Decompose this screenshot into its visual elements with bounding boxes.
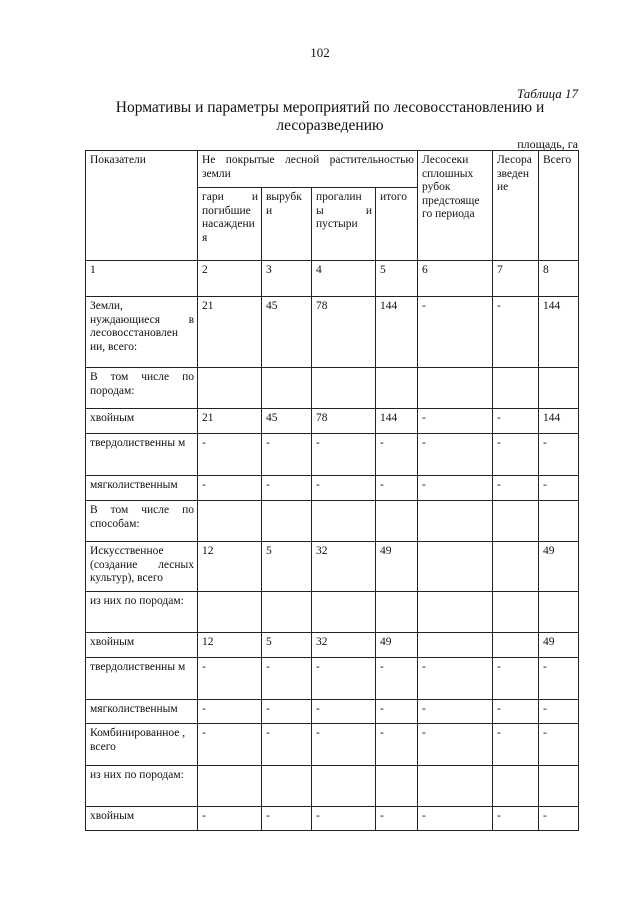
column-number: 1 — [86, 261, 198, 297]
table-cell — [312, 592, 376, 633]
table-label: Таблица 17 — [516, 86, 578, 101]
table-cell: - — [418, 476, 493, 501]
table-cell: 144 — [539, 297, 579, 368]
table-cell: - — [493, 297, 539, 368]
table-cell — [418, 766, 493, 807]
row-label: В том числе по способам: — [86, 501, 198, 542]
header-not-covered: Не покрытые лесной растительностью земли — [198, 151, 418, 188]
table-cell — [539, 592, 579, 633]
row-label: твердолиственны м — [86, 434, 198, 476]
table-row — [86, 724, 579, 766]
header-afforestation: Лесора зведен ие — [493, 151, 539, 261]
table-cell — [198, 766, 262, 807]
row-label: хвойным — [86, 633, 198, 658]
title-line-2: лесоразведению — [276, 117, 384, 134]
unit-label: площадь, га — [517, 137, 578, 151]
table-row — [86, 700, 579, 724]
row-label: мягколиственным — [86, 700, 198, 724]
table-cell: 144 — [376, 409, 418, 434]
table-row — [86, 434, 579, 476]
table-body — [86, 151, 579, 831]
row-label: хвойным — [86, 807, 198, 831]
table-cell: - — [376, 724, 418, 766]
table-cell — [493, 633, 539, 658]
table-cell — [198, 592, 262, 633]
table-cell — [493, 766, 539, 807]
table-cell — [198, 501, 262, 542]
table-cell: - — [539, 476, 579, 501]
header-burned: гари и погибшие насаждени я — [198, 188, 262, 261]
reforestation-table — [85, 150, 579, 831]
table-cell: - — [493, 807, 539, 831]
table-cell: - — [418, 807, 493, 831]
header-indicators: Показатели — [86, 151, 198, 261]
table-cell: 49 — [539, 542, 579, 592]
column-number-row — [86, 261, 579, 297]
table-cell: - — [312, 807, 376, 831]
row-label: хвойным — [86, 409, 198, 434]
table-cell: - — [376, 658, 418, 700]
table-cell: - — [262, 434, 312, 476]
table-cell: - — [418, 724, 493, 766]
table-cell — [198, 368, 262, 409]
table-cell: 49 — [376, 542, 418, 592]
row-label: В том числе по породам: — [86, 368, 198, 409]
header-cutovers: вырубк и — [262, 188, 312, 261]
table-cell: 78 — [312, 409, 376, 434]
table-cell: - — [539, 807, 579, 831]
table-cell: - — [418, 297, 493, 368]
table-cell — [493, 592, 539, 633]
table-cell: - — [376, 476, 418, 501]
table-cell — [418, 501, 493, 542]
header-row-1 — [86, 151, 579, 188]
table-cell: 5 — [262, 633, 312, 658]
row-label: мягколиственным — [86, 476, 198, 501]
table-cell — [312, 766, 376, 807]
column-number: 2 — [198, 261, 262, 297]
table-cell: - — [198, 807, 262, 831]
table-cell — [493, 501, 539, 542]
row-label: Земли, нуждающиеся в лесовосстановлен ии, всего: — [86, 297, 198, 368]
table-cell — [539, 368, 579, 409]
table-cell: - — [262, 724, 312, 766]
table-cell: 49 — [376, 633, 418, 658]
table-row — [86, 368, 579, 409]
table-cell: - — [312, 724, 376, 766]
table-cell: - — [312, 700, 376, 724]
table-cell: 5 — [262, 542, 312, 592]
table-cell: - — [418, 658, 493, 700]
document-title — [90, 99, 570, 135]
column-number: 7 — [493, 261, 539, 297]
table-cell: 12 — [198, 633, 262, 658]
table-row — [86, 297, 579, 368]
column-number: 5 — [376, 261, 418, 297]
table-cell: - — [418, 700, 493, 724]
column-number: 6 — [418, 261, 493, 297]
table-cell — [418, 633, 493, 658]
table-cell — [539, 501, 579, 542]
row-label: из них по породам: — [86, 766, 198, 807]
table-cell: - — [376, 700, 418, 724]
table-row — [86, 766, 579, 807]
table-cell: - — [376, 434, 418, 476]
table-row — [86, 409, 579, 434]
table-cell — [376, 501, 418, 542]
row-label: Искусственное (создание лесных культур), всего — [86, 542, 198, 592]
table-cell — [418, 542, 493, 592]
row-label: из них по породам: — [86, 592, 198, 633]
table-cell: - — [539, 724, 579, 766]
table-cell: - — [312, 434, 376, 476]
table-row — [86, 633, 579, 658]
table-cell: 45 — [262, 409, 312, 434]
row-label: твердолиственны м — [86, 658, 198, 700]
column-number: 8 — [539, 261, 579, 297]
table-cell: 49 — [539, 633, 579, 658]
table-cell: - — [198, 700, 262, 724]
table-cell: - — [493, 409, 539, 434]
table-cell: 78 — [312, 297, 376, 368]
table-row — [86, 592, 579, 633]
table-cell: - — [198, 434, 262, 476]
table-cell — [376, 592, 418, 633]
table-row — [86, 501, 579, 542]
table-cell: - — [418, 434, 493, 476]
table-row — [86, 542, 579, 592]
table-cell: - — [262, 807, 312, 831]
table-cell: 144 — [376, 297, 418, 368]
table-cell — [418, 368, 493, 409]
table-cell: - — [262, 700, 312, 724]
table-cell: - — [312, 476, 376, 501]
table-cell: - — [493, 434, 539, 476]
table-cell — [262, 592, 312, 633]
table-cell: - — [198, 658, 262, 700]
table-cell: 32 — [312, 633, 376, 658]
page-number: 102 — [310, 45, 330, 60]
title-line-1: Нормативы и параметры мероприятий по лесовосстановлению и — [115, 99, 545, 116]
column-number: 4 — [312, 261, 376, 297]
table-cell: - — [312, 658, 376, 700]
table-cell — [262, 766, 312, 807]
table-cell — [493, 542, 539, 592]
table-cell — [376, 368, 418, 409]
table-cell: 144 — [539, 409, 579, 434]
table-cell — [418, 592, 493, 633]
table-cell: - — [198, 724, 262, 766]
table-cell: 12 — [198, 542, 262, 592]
table-row — [86, 658, 579, 700]
table-cell: - — [376, 807, 418, 831]
table-cell: - — [262, 658, 312, 700]
header-clearcuts: Лесосеки сплошных рубок предстояще го периода — [418, 151, 493, 261]
table-row — [86, 476, 579, 501]
table-cell — [262, 368, 312, 409]
table-cell: - — [493, 658, 539, 700]
header-subtotal: итого — [376, 188, 418, 261]
table-cell — [493, 368, 539, 409]
table-cell — [539, 766, 579, 807]
table-cell: - — [418, 409, 493, 434]
column-number: 3 — [262, 261, 312, 297]
table-cell: 21 — [198, 409, 262, 434]
table-cell: - — [539, 658, 579, 700]
row-label: Комбинированное , всего — [86, 724, 198, 766]
table-cell: 45 — [262, 297, 312, 368]
table-cell: - — [493, 700, 539, 724]
header-glades: прогалин ы и пустыри — [312, 188, 376, 261]
table-cell — [312, 368, 376, 409]
table-cell — [262, 501, 312, 542]
table-cell — [312, 501, 376, 542]
table-cell: - — [493, 476, 539, 501]
table-cell — [376, 766, 418, 807]
table-cell: - — [539, 700, 579, 724]
table-cell: - — [539, 434, 579, 476]
table-cell: 21 — [198, 297, 262, 368]
table-cell: - — [198, 476, 262, 501]
table-cell: - — [262, 476, 312, 501]
header-total: Всего — [539, 151, 579, 261]
table-row — [86, 807, 579, 831]
table-cell: - — [493, 724, 539, 766]
table-cell: 32 — [312, 542, 376, 592]
